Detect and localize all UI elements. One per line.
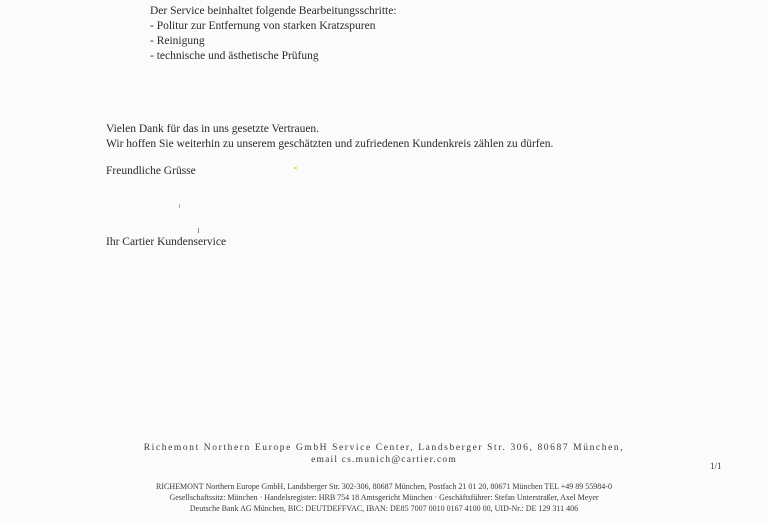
thanks-paragraph — [106, 122, 553, 152]
legal-line: RICHEMONT Northern Europe GmbH, Landsberger Str. 302-306, 80687 München, Postfach 21 01 20, 80671 München TEL +49 89 55984-0 — [156, 482, 612, 491]
signature: Ihr Cartier Kundenservice — [106, 236, 227, 248]
service-step: - technische und ästhetische Prüfung — [150, 50, 319, 62]
legal-line: Deutsche Bank AG München, BIC: DEUTDEFFVAC, IBAN: DE85 7007 0010 0167 4100 00, UID-Nr.: DE 129 311 406 — [189, 504, 579, 513]
legal-line: Gesellschaftssitz: München · Handelsregister: HRB 754 18 Amtsgericht München · Geschäftsführer: Stefan Unterstraßer, Axel Meyer — [169, 493, 599, 502]
service-steps-section — [150, 4, 397, 64]
page-number: 1/1 — [710, 461, 722, 471]
scan-speck — [294, 167, 297, 169]
footer-email: email cs.munich@cartier.com — [311, 455, 457, 465]
footer-address: Richemont Northern Europe GmbH Service Center, Landsberger Str. 306, 80687 München, — [143, 443, 625, 453]
scan-mark — [198, 228, 199, 233]
service-intro: Der Service beinhaltet folgende Bearbeitungsschritte: — [150, 5, 397, 17]
thanks-line: Wir hoffen Sie weiterhin zu unserem geschätzten und zufriedenen Kundenkreis zählen zu dürfen. — [106, 138, 554, 150]
service-step: - Politur zur Entfernung von starken Kratzspuren — [150, 20, 376, 32]
closing-greeting: Freundliche Grüsse — [106, 165, 196, 177]
scan-mark — [179, 204, 180, 208]
service-step: - Reinigung — [150, 35, 205, 47]
thanks-line: Vielen Dank für das in uns gesetzte Vertrauen. — [106, 123, 320, 135]
